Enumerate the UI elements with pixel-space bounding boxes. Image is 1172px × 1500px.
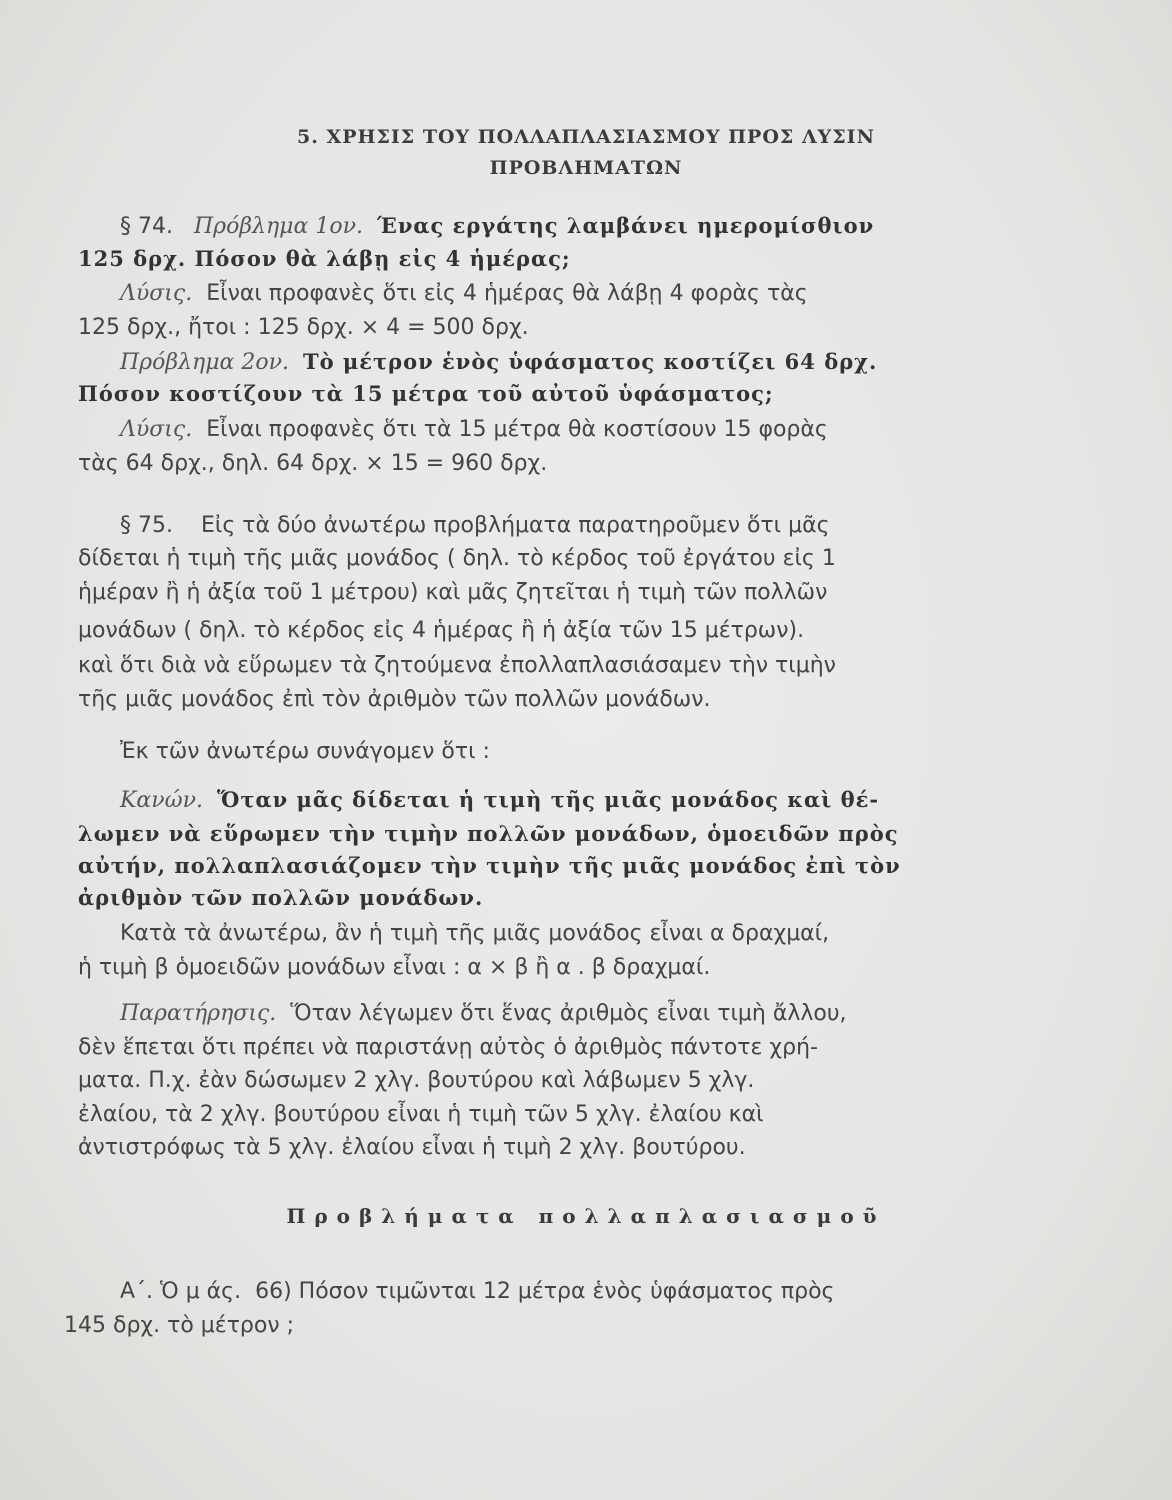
problem-66-text: 66) Πόσον τιμῶνται 12 μέτρα ἑνὸς ὑφάσματος πρὸς — [255, 1279, 835, 1304]
problem-2-question-part1: Τὸ μέτρον ἑνὸς ὑφάσματος κοστίζει 64 δρχ. — [302, 349, 878, 374]
rule-line1 — [120, 786, 879, 815]
problem-2-line1 — [120, 348, 877, 377]
solution-2-line2: τὰς 64 δρχ., δηλ. 64 δρχ. × 15 = 960 δρχ. — [78, 451, 548, 476]
rule-text-1: Ὅταν μᾶς δίδεται ἡ τιμὴ τῆς μιᾶς μονάδος καὶ θέ- — [216, 787, 880, 812]
rule-line3: αὐτήν, πολλαπλασιάζομεν τὴν τιμὴν τῆς μιᾶς μονάδος ἐπὶ τὸν — [78, 853, 901, 878]
remark-label: Παρατήρησις. — [120, 1001, 277, 1026]
problems-title: Προβλήματα πολλαπλασιασμοῦ — [286, 1204, 886, 1228]
problem-1-question-part1: Ένας εργάτης λαμβάνει ημερομίσθιον — [376, 213, 875, 238]
remark-text-1: Ὅταν λέγωμεν ὅτι ἕνας ἀριθμὸς εἶναι τιμὴ ἄλλου, — [290, 1001, 847, 1026]
solution-1-line2: 125 δρχ., ἤτοι : 125 δρχ. × 4 = 500 δρχ. — [78, 315, 529, 340]
section-number: § 75. — [120, 513, 173, 538]
section-number: § 74. — [120, 214, 173, 239]
problem-group-label: Α΄. Ὁ μ άς. — [120, 1279, 242, 1304]
s75-line3: ἡμέραν ἢ ἡ ἀξία τοῦ 1 μέτρου) καὶ μᾶς ζητεῖται ἡ τιμὴ τῶν πολλῶν — [78, 580, 828, 605]
rule-line2: λωμεν νὰ εὕρωμεν τὴν τιμὴν πολλῶν μονάδων, ὁμοειδῶν πρὸς — [78, 821, 899, 846]
s75-line2: δίδεται ἡ τιμὴ τῆς μιᾶς μονάδος ( δηλ. τὸ κέρδος τοῦ ἐργάτου εἰς 1 — [78, 546, 836, 571]
remark-line2: δὲν ἕπεται ὅτι πρέπει νὰ παριστάνῃ αὐτὸς ὁ ἀριθμὸς πάντοτε χρή- — [78, 1035, 818, 1060]
problem-2-label: Πρόβλημα 2ον. — [120, 350, 289, 375]
s75-line5: καὶ ὅτι διὰ νὰ εὕρωμεν τὰ ζητούμενα ἐπολλαπλασιάσαμεν τὴν τιμὴν — [78, 653, 836, 678]
solution-1-text: Εἶναι προφανὲς ὅτι εἰς 4 ἡμέρας θὰ λάβῃ 4 φορὰς τὰς — [206, 281, 808, 306]
solution-label: Λύσις. — [120, 417, 193, 442]
accordingly-line1: Κατὰ τὰ ἀνωτέρω, ἂν ἡ τιμὴ τῆς μιᾶς μονάδος εἶναι α δραχμαί, — [120, 921, 830, 946]
solution-2-line1 — [120, 416, 828, 444]
accordingly-line2: ἡ τιμὴ β ὁμοειδῶν μονάδων εἶναι : α × β ἢ α . β δραχμαί. — [78, 955, 711, 980]
s75-line1 — [120, 512, 830, 540]
solution-label: Λύσις. — [120, 281, 193, 306]
problem-2-question-part2: Πόσον κοστίζουν τὰ 15 μέτρα τοῦ αὐτοῦ ὑφάσματος; — [78, 381, 774, 406]
remark-line3: ματα. Π.χ. ἐὰν δώσωμεν 2 χλγ. βουτύρου καὶ λάβωμεν 5 χλγ. — [78, 1068, 755, 1093]
section-heading-line2: ΠΡΟΒΛΗΜΑΤΩΝ — [489, 157, 683, 179]
s75-line6: τῆς μιᾶς μονάδος ἐπὶ τὸν ἀριθμὸν τῶν πολλῶν μονάδων. — [78, 687, 711, 712]
rule-line4: ἀριθμὸν τῶν πολλῶν μονάδων. — [78, 885, 484, 910]
problem-66-line2: 145 δρχ. τὸ μέτρον ; — [64, 1313, 295, 1338]
rule-label: Κανών. — [120, 788, 203, 813]
problem-1-label: Πρόβλημα 1ον. — [193, 214, 363, 239]
s74-line1 — [120, 212, 980, 241]
solution-2-text: Εἶναι προφανὲς ὅτι τὰ 15 μέτρα θὰ κοστίσουν 15 φορὰς — [206, 417, 828, 442]
problem-1-question-part2: 125 δρχ. Πόσον θὰ λάβῃ εἰς 4 ἡμέρας; — [78, 246, 571, 271]
problem-66-line1 — [120, 1278, 834, 1306]
remark-line4: ἐλαίου, τὰ 2 χλγ. βουτύρου εἶναι ἡ τιμὴ τῶν 5 χλγ. ἐλαίου καὶ — [78, 1102, 764, 1127]
remark-line1 — [120, 1000, 847, 1028]
s75-line4: μονάδων ( δηλ. τὸ κέρδος εἰς 4 ἡμέρας ἢ ἡ ἀξία τῶν 15 μέτρων). — [78, 618, 805, 643]
solution-1-line1 — [120, 280, 808, 308]
remark-line5: ἀντιστρόφως τὰ 5 χλγ. ἐλαίου εἶναι ἡ τιμὴ 2 χλγ. βουτύρου. — [78, 1135, 746, 1160]
conclusion-line: Ἐκ τῶν ἀνωτέρω συνάγομεν ὅτι : — [120, 739, 490, 764]
s75-text-1: Εἰς τὰ δύο ἀνωτέρω προβλήματα παρατηροῦμεν ὅτι μᾶς — [200, 513, 830, 538]
section-heading-line1: 5. ΧΡΗΣΙΣ ΤΟΥ ΠΟΛΛΑΠΛΑΣΙΑΣΜΟΥ ΠΡΟΣ ΛΥΣΙΝ — [297, 126, 875, 148]
